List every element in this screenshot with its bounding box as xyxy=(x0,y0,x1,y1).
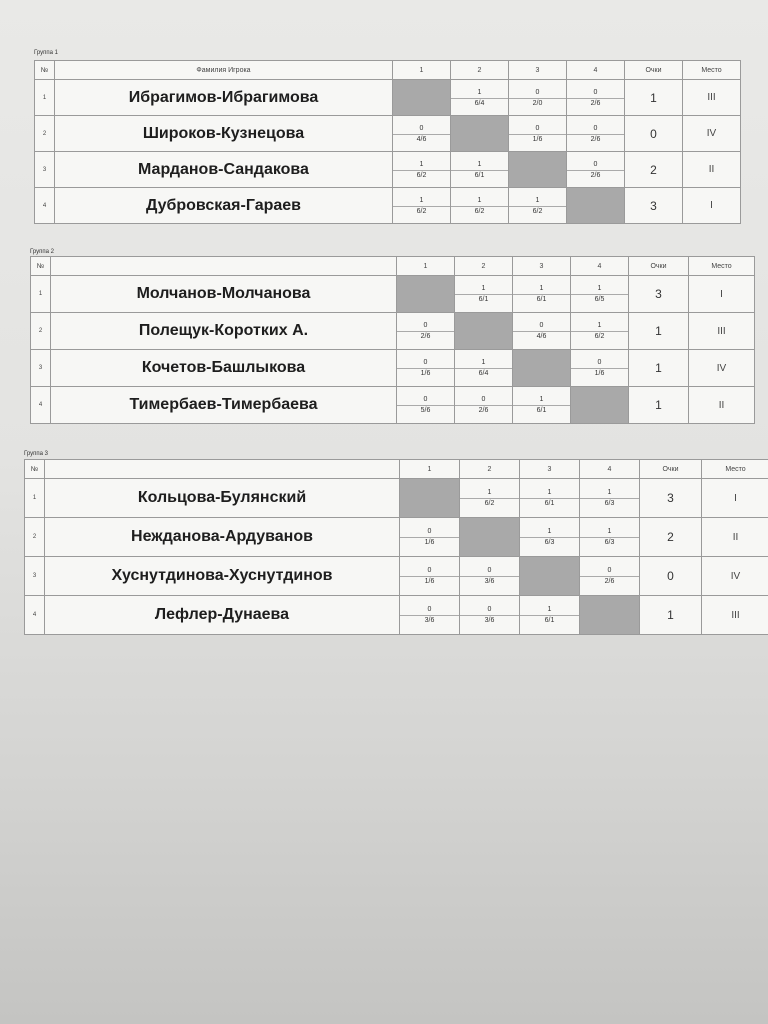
place-value: III xyxy=(717,325,726,337)
match-score: 1/6 xyxy=(594,370,605,377)
header-place xyxy=(683,61,741,80)
header-col-3 xyxy=(513,257,571,276)
match-score: 6/4 xyxy=(474,99,485,107)
match-score: 6/2 xyxy=(594,333,605,340)
points-value: 1 xyxy=(667,608,674,622)
player-name xyxy=(45,596,400,635)
match-result-cell xyxy=(513,276,571,313)
match-win-flag: 1 xyxy=(597,285,602,292)
player-name-text: Полещук-Коротких А. xyxy=(138,322,309,339)
group-table xyxy=(24,459,768,635)
place-cell xyxy=(689,313,755,350)
match-result-cell xyxy=(513,387,571,424)
group-title: Группа 3 xyxy=(24,451,49,457)
place-value: II xyxy=(732,531,739,543)
place-value: IV xyxy=(706,128,717,139)
match-score: 6/1 xyxy=(544,617,555,624)
match-win-flag: 0 xyxy=(423,396,428,403)
points-value: 0 xyxy=(667,569,674,583)
match-win-flag: 1 xyxy=(607,489,612,496)
row-number xyxy=(25,479,45,518)
match-result-cell xyxy=(397,387,455,424)
header-col-4 xyxy=(580,460,640,479)
points-cell xyxy=(625,188,683,224)
match-result-cell xyxy=(580,518,640,557)
header-player xyxy=(51,257,397,276)
points-cell xyxy=(629,313,689,350)
row-number xyxy=(35,116,55,152)
match-result-cell xyxy=(520,596,580,635)
header-row xyxy=(35,61,741,80)
match-score: 1/6 xyxy=(532,135,543,143)
place-cell xyxy=(702,518,768,557)
match-win-flag: 0 xyxy=(423,322,428,329)
points-cell xyxy=(640,596,702,635)
match-result-cell xyxy=(397,350,455,387)
player-name-text: Лефлер-Дунаева xyxy=(154,606,290,623)
match-score: 6/2 xyxy=(416,171,427,179)
match-score: 6/2 xyxy=(474,207,485,215)
player-name-text: Хуснутдинова-Хуснутдинов xyxy=(111,567,333,584)
match-score: 6/1 xyxy=(536,296,547,303)
header-row xyxy=(31,257,755,276)
table-row xyxy=(31,276,755,313)
header-no xyxy=(25,460,45,479)
match-win-flag: 1 xyxy=(477,196,482,204)
points-cell xyxy=(640,479,702,518)
header-col-3 xyxy=(509,61,567,80)
table-row xyxy=(25,479,768,518)
row-number xyxy=(31,350,51,387)
match-score: 6/1 xyxy=(478,296,489,303)
row-number-value: 2 xyxy=(38,328,43,334)
row-number-value: 4 xyxy=(42,202,47,209)
match-score: 6/3 xyxy=(604,539,615,546)
row-number-value: 3 xyxy=(42,166,47,173)
match-score: 3/6 xyxy=(424,617,435,624)
diagonal-cell xyxy=(451,116,509,152)
match-win-flag: 1 xyxy=(419,160,424,168)
header-col-label: 4 xyxy=(593,66,598,74)
match-score: 6/1 xyxy=(474,171,485,179)
header-col-label: 3 xyxy=(535,66,540,74)
header-place-label: Место xyxy=(701,66,722,74)
player-name xyxy=(45,479,400,518)
row-number xyxy=(25,557,45,596)
points-value: 1 xyxy=(655,324,662,338)
place-value: I xyxy=(734,492,737,504)
header-player xyxy=(45,460,400,479)
header-col-1 xyxy=(393,61,451,80)
match-win-flag: 1 xyxy=(535,196,540,204)
row-number-value: 4 xyxy=(32,612,37,618)
match-score: 6/2 xyxy=(416,207,427,215)
match-score: 4/6 xyxy=(416,135,427,143)
match-score: 2/6 xyxy=(420,333,431,340)
header-col-4 xyxy=(571,257,629,276)
match-result-cell xyxy=(451,188,509,224)
table-row xyxy=(31,387,755,424)
row-number xyxy=(35,80,55,116)
group-title: Группа 2 xyxy=(30,249,55,255)
row-number-value: 1 xyxy=(32,495,37,501)
header-no xyxy=(35,61,55,80)
match-win-flag: 0 xyxy=(535,88,540,96)
match-result-cell xyxy=(571,313,629,350)
match-win-flag: 0 xyxy=(539,322,544,329)
match-result-cell xyxy=(567,116,625,152)
points-cell xyxy=(625,152,683,188)
row-number-value: 1 xyxy=(38,291,43,297)
place-value: IV xyxy=(730,570,741,582)
header-col-3 xyxy=(520,460,580,479)
header-col-1 xyxy=(400,460,460,479)
points-value: 1 xyxy=(655,398,662,412)
match-win-flag: 1 xyxy=(477,160,482,168)
header-place xyxy=(689,257,755,276)
match-score: 4/6 xyxy=(536,333,547,340)
row-number-value: 4 xyxy=(38,402,43,408)
match-score: 6/3 xyxy=(604,500,615,507)
place-cell xyxy=(689,350,755,387)
header-col-label: 1 xyxy=(423,262,428,270)
diagonal-cell xyxy=(571,387,629,424)
player-name xyxy=(51,313,397,350)
place-value: III xyxy=(707,92,716,103)
match-score: 2/6 xyxy=(604,578,615,585)
table-row xyxy=(35,152,741,188)
player-name-text: Ибрагимов-Ибрагимова xyxy=(128,88,319,106)
match-win-flag: 1 xyxy=(539,396,544,403)
header-player-label: Фамилия Игрока xyxy=(196,66,251,74)
table-row xyxy=(35,80,741,116)
header-player xyxy=(55,61,393,80)
match-win-flag: 0 xyxy=(423,359,428,366)
match-win-flag: 1 xyxy=(539,285,544,292)
table-row xyxy=(35,116,741,152)
match-result-cell xyxy=(455,350,513,387)
points-value: 3 xyxy=(667,491,674,505)
header-col-2 xyxy=(451,61,509,80)
header-col-2 xyxy=(455,257,513,276)
match-result-cell xyxy=(509,80,567,116)
header-col-label: 2 xyxy=(487,465,492,473)
header-col-label: 2 xyxy=(477,66,482,74)
points-cell xyxy=(629,276,689,313)
row-number xyxy=(31,313,51,350)
match-result-cell xyxy=(397,313,455,350)
diagonal-cell xyxy=(400,479,460,518)
match-result-cell xyxy=(520,518,580,557)
match-score: 3/6 xyxy=(484,617,495,624)
player-name xyxy=(45,518,400,557)
table-row xyxy=(25,518,768,557)
header-col-label: 1 xyxy=(419,66,424,74)
match-result-cell xyxy=(567,152,625,188)
header-points-label: Очки xyxy=(662,465,679,473)
group-table xyxy=(30,256,755,424)
match-result-cell xyxy=(393,152,451,188)
match-result-cell xyxy=(400,596,460,635)
match-win-flag: 0 xyxy=(427,528,432,535)
match-result-cell xyxy=(460,557,520,596)
match-win-flag: 1 xyxy=(547,606,552,613)
match-win-flag: 1 xyxy=(607,528,612,535)
match-result-cell xyxy=(455,387,513,424)
header-points-label: Очки xyxy=(650,262,667,270)
match-score: 2/6 xyxy=(590,99,601,107)
header-col-label: 1 xyxy=(427,465,432,473)
header-col-2 xyxy=(460,460,520,479)
player-name-text: Дубровская-Гараев xyxy=(146,196,301,214)
player-name xyxy=(55,80,393,116)
group-table xyxy=(34,60,741,224)
points-value: 3 xyxy=(655,287,662,301)
match-win-flag: 0 xyxy=(593,160,598,168)
header-place xyxy=(702,460,768,479)
place-value: III xyxy=(731,609,740,621)
match-score: 6/2 xyxy=(532,207,543,215)
match-result-cell xyxy=(451,80,509,116)
match-result-cell xyxy=(520,479,580,518)
row-number xyxy=(25,596,45,635)
place-value: I xyxy=(710,200,713,211)
diagonal-cell xyxy=(397,276,455,313)
place-value: II xyxy=(708,164,715,175)
header-place-label: Место xyxy=(711,262,732,270)
diagonal-cell xyxy=(455,313,513,350)
player-name xyxy=(51,387,397,424)
header-col-label: 4 xyxy=(597,262,602,270)
match-score: 6/5 xyxy=(594,296,605,303)
match-score: 2/6 xyxy=(590,171,601,179)
points-cell xyxy=(625,116,683,152)
header-points-label: Очки xyxy=(645,66,662,74)
match-result-cell xyxy=(580,557,640,596)
row-number-value: 2 xyxy=(42,130,47,137)
match-result-cell xyxy=(400,518,460,557)
header-points xyxy=(629,257,689,276)
match-win-flag: 1 xyxy=(481,285,486,292)
match-win-flag: 0 xyxy=(419,124,424,132)
match-result-cell xyxy=(567,80,625,116)
diagonal-cell xyxy=(520,557,580,596)
match-win-flag: 0 xyxy=(481,396,486,403)
match-score: 2/6 xyxy=(590,135,601,143)
row-number xyxy=(31,276,51,313)
table-row xyxy=(31,350,755,387)
row-number-value: 3 xyxy=(32,573,37,579)
points-value: 0 xyxy=(650,126,657,141)
match-win-flag: 0 xyxy=(427,606,432,613)
match-win-flag: 1 xyxy=(477,88,482,96)
match-result-cell xyxy=(460,479,520,518)
points-cell xyxy=(629,387,689,424)
match-score: 6/1 xyxy=(544,500,555,507)
match-win-flag: 0 xyxy=(427,567,432,574)
row-number-value: 3 xyxy=(38,365,43,371)
match-result-cell xyxy=(393,188,451,224)
match-score: 5/6 xyxy=(420,407,431,414)
match-score: 1/6 xyxy=(424,539,435,546)
points-value: 2 xyxy=(650,162,657,177)
match-win-flag: 0 xyxy=(487,606,492,613)
player-name-text: Молчанов-Молчанова xyxy=(136,285,311,302)
match-win-flag: 0 xyxy=(593,88,598,96)
player-name-text: Кольцова-Булянский xyxy=(137,489,307,506)
place-cell xyxy=(689,276,755,313)
points-cell xyxy=(629,350,689,387)
row-number xyxy=(25,518,45,557)
header-col-4 xyxy=(567,61,625,80)
match-result-cell xyxy=(460,596,520,635)
points-cell xyxy=(640,518,702,557)
match-win-flag: 1 xyxy=(547,489,552,496)
diagonal-cell xyxy=(513,350,571,387)
place-cell xyxy=(702,596,768,635)
match-score: 6/2 xyxy=(484,500,495,507)
match-win-flag: 1 xyxy=(481,359,486,366)
player-name xyxy=(51,350,397,387)
player-name xyxy=(55,116,393,152)
header-points xyxy=(640,460,702,479)
place-cell xyxy=(702,479,768,518)
row-number xyxy=(35,188,55,224)
points-value: 2 xyxy=(667,530,674,544)
header-col-label: 3 xyxy=(547,465,552,473)
place-cell xyxy=(683,152,741,188)
match-score: 6/3 xyxy=(544,539,555,546)
header-col-label: 3 xyxy=(539,262,544,270)
match-result-cell xyxy=(455,276,513,313)
place-cell xyxy=(702,557,768,596)
match-win-flag: 1 xyxy=(597,322,602,329)
diagonal-cell xyxy=(393,80,451,116)
place-cell xyxy=(683,80,741,116)
row-number-value: 2 xyxy=(32,534,37,540)
player-name xyxy=(45,557,400,596)
match-score: 2/6 xyxy=(478,407,489,414)
match-score: 6/1 xyxy=(536,407,547,414)
points-value: 1 xyxy=(650,90,657,105)
table-row xyxy=(25,557,768,596)
player-name xyxy=(55,152,393,188)
points-value: 1 xyxy=(655,361,662,375)
row-number xyxy=(35,152,55,188)
place-cell xyxy=(689,387,755,424)
match-win-flag: 1 xyxy=(419,196,424,204)
row-number-value: 1 xyxy=(42,94,47,101)
match-win-flag: 0 xyxy=(593,124,598,132)
table-row xyxy=(25,596,768,635)
header-no-label: № xyxy=(30,465,39,473)
match-result-cell xyxy=(400,557,460,596)
match-win-flag: 0 xyxy=(487,567,492,574)
match-result-cell xyxy=(571,276,629,313)
match-win-flag: 1 xyxy=(547,528,552,535)
header-row xyxy=(25,460,768,479)
match-result-cell xyxy=(451,152,509,188)
match-win-flag: 1 xyxy=(487,489,492,496)
place-value: I xyxy=(720,288,723,300)
player-name xyxy=(51,276,397,313)
row-number xyxy=(31,387,51,424)
player-name-text: Марданов-Сандакова xyxy=(138,160,309,178)
match-score: 2/0 xyxy=(532,99,543,107)
player-name-text: Кочетов-Башлыкова xyxy=(141,359,306,376)
match-result-cell xyxy=(580,479,640,518)
player-name-text: Широков-Кузнецова xyxy=(142,124,305,142)
table-row xyxy=(35,188,741,224)
match-score: 1/6 xyxy=(424,578,435,585)
diagonal-cell xyxy=(567,188,625,224)
header-col-label: 2 xyxy=(481,262,486,270)
points-cell xyxy=(625,80,683,116)
place-cell xyxy=(683,116,741,152)
diagonal-cell xyxy=(460,518,520,557)
match-score: 3/6 xyxy=(484,578,495,585)
header-col-1 xyxy=(397,257,455,276)
match-result-cell xyxy=(393,116,451,152)
match-win-flag: 0 xyxy=(597,359,602,366)
diagonal-cell xyxy=(580,596,640,635)
table-row xyxy=(31,313,755,350)
place-value: IV xyxy=(716,362,727,374)
header-points xyxy=(625,61,683,80)
player-name-text: Тимербаев-Тимербаева xyxy=(129,396,318,413)
match-win-flag: 0 xyxy=(607,567,612,574)
match-score: 1/6 xyxy=(420,370,431,377)
points-value: 3 xyxy=(650,198,657,213)
player-name-text: Нежданова-Ардуванов xyxy=(131,528,313,545)
diagonal-cell xyxy=(509,152,567,188)
match-result-cell xyxy=(509,188,567,224)
match-result-cell xyxy=(509,116,567,152)
header-col-label: 4 xyxy=(607,465,612,473)
header-no-label: № xyxy=(40,66,49,74)
header-no-label: № xyxy=(36,262,45,270)
group-title: Группа 1 xyxy=(34,50,59,56)
match-result-cell xyxy=(513,313,571,350)
place-value: II xyxy=(718,399,725,411)
points-cell xyxy=(640,557,702,596)
header-no xyxy=(31,257,51,276)
place-cell xyxy=(683,188,741,224)
match-score: 6/4 xyxy=(478,370,489,377)
match-result-cell xyxy=(571,350,629,387)
header-place-label: Место xyxy=(725,465,746,473)
player-name xyxy=(55,188,393,224)
match-win-flag: 0 xyxy=(535,124,540,132)
